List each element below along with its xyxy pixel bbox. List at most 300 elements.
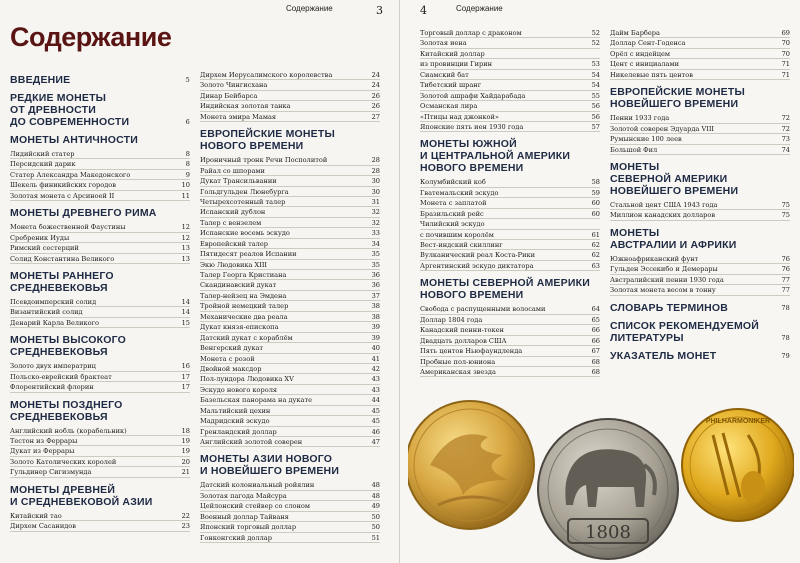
toc-entry[interactable] <box>10 361 190 371</box>
entry-page-number: 71 <box>781 60 790 69</box>
toc-entry[interactable] <box>610 275 790 285</box>
toc-entry[interactable] <box>610 200 790 210</box>
entry-page-number: 58 <box>591 178 600 187</box>
toc-entry[interactable] <box>200 416 380 426</box>
toc-section-heading[interactable] <box>610 302 790 314</box>
entry-title: Солид Константина Великого <box>10 254 115 263</box>
toc-entry[interactable] <box>200 260 380 270</box>
entry-page-number: 72 <box>781 124 790 133</box>
entry-title: Золото Чингисхана <box>200 81 268 90</box>
entry-title: Никелевые пять центов <box>610 70 693 79</box>
toc-section-heading[interactable] <box>10 484 190 508</box>
section-heading-line: ЕВРОПЕЙСКИЕ МОНЕТЫ <box>610 86 745 99</box>
toc-section-heading[interactable] <box>610 86 790 110</box>
toc-entry[interactable] <box>10 254 190 264</box>
entry-title: Дукат князя-епископа <box>200 323 279 332</box>
toc-entry[interactable] <box>200 249 380 259</box>
toc-entry[interactable] <box>200 280 380 290</box>
toc-entry[interactable] <box>200 187 380 197</box>
entry-page-number: 33 <box>371 229 380 238</box>
entry-page-number: 62 <box>591 251 600 260</box>
entry-title: Польско-еврейский брактеат <box>10 372 112 381</box>
page-number-right: 4 <box>420 4 427 17</box>
section-page-number: 79 <box>781 351 790 360</box>
entry-title: Американская звезда <box>420 367 496 376</box>
toc-entry[interactable] <box>610 38 790 48</box>
toc-entry[interactable] <box>610 113 790 123</box>
section-heading-line: ОТ ДРЕВНОСТИ <box>10 104 97 116</box>
toc-entry[interactable] <box>200 291 380 301</box>
entry-title: Двадцать долларов США <box>420 336 507 345</box>
toc-entry[interactable] <box>420 188 600 198</box>
toc-section-heading[interactable] <box>610 227 790 251</box>
toc-section-heading[interactable] <box>610 320 790 344</box>
entry-page-number: 34 <box>371 239 380 248</box>
toc-entry[interactable] <box>420 91 600 101</box>
toc-entry[interactable] <box>200 364 380 374</box>
entry-page-number: 14 <box>181 308 190 317</box>
toc-entry[interactable] <box>10 457 190 467</box>
toc-entry[interactable] <box>420 219 600 229</box>
entry-page-number: 27 <box>371 112 380 121</box>
toc-entry[interactable] <box>200 437 380 447</box>
entry-page-number: 30 <box>371 177 380 186</box>
toc-entry[interactable] <box>420 122 600 132</box>
entry-page-number: 38 <box>371 312 380 321</box>
right-page <box>400 0 800 563</box>
entry-page-number: 8 <box>185 150 190 158</box>
entry-page-number: 16 <box>181 362 190 371</box>
entry-title: Скандинавский дукат <box>200 281 277 290</box>
section-heading-line: ЕВРОПЕЙСКИЕ МОНЕТЫ <box>200 128 335 141</box>
toc-entry[interactable] <box>10 180 190 190</box>
entry-title: Монета с розой <box>200 354 255 363</box>
entry-page-number: 36 <box>371 271 380 279</box>
entry-page-number: 62 <box>591 241 600 249</box>
entry-title: Доллар Сент-Годенса <box>610 39 686 48</box>
page-number-left: 3 <box>376 4 383 17</box>
entry-page-number: 65 <box>591 315 600 324</box>
toc-entry[interactable] <box>200 166 380 176</box>
entry-title: Талер-нейзец на Эмдена <box>200 291 287 300</box>
entry-page-number: 41 <box>371 354 380 363</box>
entry-page-number <box>586 219 600 228</box>
entry-page-number: 46 <box>371 427 380 436</box>
toc-entry[interactable] <box>420 230 600 240</box>
entry-title: Стальной цент США 1943 года <box>610 200 718 209</box>
toc-entry[interactable] <box>420 70 600 80</box>
toc-entry[interactable] <box>420 49 600 59</box>
toc-entry[interactable] <box>200 512 380 522</box>
entry-title: Монета с заплатой <box>420 199 487 208</box>
entry-page-number: 32 <box>371 208 380 217</box>
toc-entry[interactable] <box>610 70 790 80</box>
toc-entry[interactable] <box>420 38 600 48</box>
entry-page-number: 68 <box>591 367 600 376</box>
section-heading-line: МОНЕТЫ <box>610 160 660 173</box>
entry-page-number: 32 <box>371 218 380 227</box>
toc-entry[interactable] <box>10 233 190 243</box>
entry-page-number: 30 <box>371 187 380 196</box>
entry-title: Византийский солид <box>10 308 83 317</box>
toc-entry[interactable] <box>200 70 380 80</box>
entry-title: Золотая иена <box>420 39 467 48</box>
entry-page-number: 75 <box>781 211 790 220</box>
toc-entry[interactable] <box>420 304 600 314</box>
toc-entry[interactable] <box>610 59 790 69</box>
toc-entry[interactable] <box>10 521 190 531</box>
toc-entry[interactable] <box>200 228 380 238</box>
entry-page-number: 48 <box>371 491 380 500</box>
entry-page-number: 28 <box>371 166 380 175</box>
toc-entry[interactable] <box>10 446 190 456</box>
entry-title: Дирхем Иерусалимского королевства <box>200 71 333 79</box>
toc-entry[interactable] <box>610 254 790 264</box>
entry-title: Орёл с индейцем <box>610 49 671 58</box>
toc-entry[interactable] <box>610 49 790 59</box>
section-heading-line: СРЕДНЕВЕКОВЬЯ <box>10 346 108 359</box>
entry-title: Псевдоимперский солид <box>10 297 97 306</box>
entry-page-number: 44 <box>371 396 380 405</box>
toc-entry[interactable] <box>420 261 600 271</box>
entry-title: Пять центов Ньюфаундленда <box>420 347 523 356</box>
toc-entry[interactable] <box>200 91 380 101</box>
toc-entry[interactable] <box>200 101 380 111</box>
toc-section-heading[interactable] <box>200 453 380 477</box>
entry-title: Эскудо нового короля <box>200 385 278 394</box>
entry-page-number: 64 <box>591 305 600 314</box>
toc-entry[interactable] <box>200 207 380 217</box>
section-heading-line: МОНЕТЫ ДРЕВНЕГО РИМА <box>10 207 157 220</box>
toc-entry[interactable] <box>10 426 190 436</box>
entry-title: Мадридский эскудо <box>200 417 270 426</box>
toc-entry[interactable] <box>10 318 190 328</box>
entry-page-number: 77 <box>781 286 790 295</box>
entry-page-number: 66 <box>591 326 600 335</box>
entry-title: Вест-индский скиллинг <box>420 241 503 249</box>
toc-entry[interactable] <box>200 533 380 543</box>
entry-page-number: 43 <box>371 375 380 384</box>
entry-page-number: 73 <box>781 135 790 144</box>
entry-page-number: 68 <box>591 357 600 366</box>
toc-entry[interactable] <box>10 297 190 307</box>
entry-page-number: 26 <box>371 102 380 111</box>
entry-title: Испанский дублон <box>200 208 266 217</box>
section-heading-line: ВВЕДЕНИЕ <box>10 74 71 86</box>
toc-section-heading[interactable] <box>10 74 190 86</box>
entry-title: Талер Георга Кристиана <box>200 271 287 279</box>
entry-page-number: 21 <box>181 468 190 477</box>
toc-entry[interactable] <box>10 222 190 232</box>
entry-page-number: 56 <box>591 112 600 121</box>
toc-entry[interactable] <box>200 322 380 332</box>
section-heading-line: НОВЕЙШЕГО ВРЕМЕНИ <box>610 184 739 197</box>
entry-title: Денарий Карла Великого <box>10 318 100 327</box>
toc-section-heading[interactable] <box>10 334 190 358</box>
toc-entry[interactable] <box>420 325 600 335</box>
entry-title: Тибетский шранг <box>420 81 482 90</box>
section-heading-line: МОНЕТЫ АНТИЧНОСТИ <box>10 134 139 146</box>
section-heading-line: НОВЕЙШЕГО ВРЕМЕНИ <box>610 98 739 111</box>
entry-page-number: 59 <box>591 188 600 197</box>
toc-section-heading[interactable] <box>610 161 790 197</box>
entry-page-number: 42 <box>371 364 380 373</box>
entry-title: Пятидесят реалов Испании <box>200 250 297 259</box>
entry-page-number: 19 <box>181 437 190 445</box>
entry-page-number: 43 <box>371 385 380 394</box>
entry-title: Золото Католических королей <box>10 457 117 466</box>
entry-page-number: 38 <box>371 302 380 311</box>
section-heading-line: ДО СОВРЕМЕННОСТИ <box>10 116 130 128</box>
entry-title: Золотая пагода Майсура <box>200 491 287 500</box>
toc-section-heading[interactable] <box>10 207 190 219</box>
entry-page-number: 54 <box>591 70 600 79</box>
section-heading-line: МОНЕТЫ РАННЕГО <box>10 269 114 282</box>
entry-title: Пол-луидора Людовика XV <box>200 375 294 384</box>
entry-title: Европейский талер <box>200 239 268 248</box>
toc-entry[interactable] <box>610 210 790 220</box>
entry-title: Большой Фил <box>610 145 658 154</box>
entry-page-number: 57 <box>591 122 600 131</box>
section-page-number: 78 <box>781 333 790 342</box>
entry-title: Цейлонский стейвер со слоном <box>200 502 310 511</box>
section-heading-line: АВСТРАЛИИ И АФРИКИ <box>610 238 737 251</box>
entry-title: Гватемальский эскудо <box>420 188 499 197</box>
section-heading-line: И НОВЕЙШЕГО ВРЕМЕНИ <box>200 465 340 478</box>
entry-title: с почившим королём <box>420 230 494 239</box>
entry-page-number: 24 <box>371 81 380 90</box>
toc-entry[interactable] <box>420 101 600 111</box>
entry-page-number: 12 <box>181 223 190 232</box>
toc-section-heading[interactable] <box>420 138 600 174</box>
toc-entry[interactable] <box>200 522 380 532</box>
entry-page-number: 37 <box>371 291 380 300</box>
entry-page-number: 67 <box>591 347 600 356</box>
toc-entry[interactable] <box>10 149 190 159</box>
entry-page-number: 54 <box>591 81 600 90</box>
entry-title: Гульден Эссекибо и Демерары <box>610 265 718 274</box>
toc-section-heading[interactable] <box>10 134 190 146</box>
entry-page-number: 70 <box>781 39 790 48</box>
entry-page-number: 75 <box>781 200 790 209</box>
toc-entry[interactable] <box>10 511 190 521</box>
entry-page-number: 14 <box>181 297 190 306</box>
toc-entry[interactable] <box>420 112 600 122</box>
toc-column-left-1 <box>10 68 190 532</box>
entry-page-number: 18 <box>181 426 190 435</box>
toc-entry[interactable] <box>200 333 380 343</box>
entry-title: Румынские 100 леев <box>610 135 682 144</box>
toc-entry[interactable] <box>610 134 790 144</box>
coin-year-text: 1808 <box>585 522 631 543</box>
toc-entry[interactable] <box>200 218 380 228</box>
toc-entry[interactable] <box>10 436 190 446</box>
section-heading-line: МОНЕТЫ ДРЕВНЕЙ <box>10 483 116 496</box>
toc-entry[interactable] <box>200 491 380 501</box>
entry-title: Шекель финикийских городов <box>10 181 116 190</box>
entry-title: Датский колониальный ройялин <box>200 481 315 490</box>
entry-page-number: 60 <box>591 199 600 208</box>
toc-entry[interactable] <box>420 209 600 219</box>
entry-title: Индийская золотая танка <box>200 102 291 111</box>
entry-title: Лидийский статер <box>10 150 75 158</box>
entry-title: Гонконгский доллар <box>200 533 272 542</box>
entry-title: Канадский пенни-токен <box>420 326 504 335</box>
toc-entry[interactable] <box>610 285 790 295</box>
toc-entry[interactable] <box>200 239 380 249</box>
toc-entry[interactable] <box>200 501 380 511</box>
toc-entry[interactable] <box>420 59 600 69</box>
entry-title: Чилийский эскудо <box>420 220 485 229</box>
toc-section-heading[interactable] <box>10 92 190 128</box>
entry-page-number: 12 <box>181 233 190 242</box>
entry-page-number: 72 <box>781 114 790 123</box>
toc-entry[interactable] <box>10 307 190 317</box>
entry-page-number: 22 <box>181 511 190 520</box>
entry-title: Венгерский дукат <box>200 344 264 353</box>
toc-entry[interactable] <box>420 177 600 187</box>
toc-entry[interactable] <box>200 301 380 311</box>
toc-entry[interactable] <box>420 315 600 325</box>
section-heading-line: СРЕДНЕВЕКОВЬЯ <box>10 281 108 294</box>
section-heading-line: СЕВЕРНОЙ АМЕРИКИ <box>610 172 728 185</box>
toc-entry[interactable] <box>200 343 380 353</box>
toc-entry[interactable] <box>200 427 380 437</box>
entry-title: Персидский дарик <box>10 160 76 169</box>
section-heading-line: ЛИТЕРАТУРЫ <box>610 331 684 344</box>
entry-title: Вулканический реал Коста-Рики <box>420 251 535 260</box>
entry-page-number: 66 <box>591 336 600 345</box>
coin-photos <box>408 395 794 563</box>
toc-entry[interactable] <box>610 264 790 274</box>
section-heading-line: И СРЕДНЕВЕКОВОЙ АЗИИ <box>10 495 153 508</box>
entry-page-number: 71 <box>781 70 790 79</box>
toc-entry[interactable] <box>10 382 190 392</box>
entry-page-number: 28 <box>371 156 380 165</box>
entry-title: Флорентийский флорин <box>10 383 94 392</box>
entry-title: Базельская панорама на дукате <box>200 396 313 405</box>
entry-page-number: 45 <box>371 417 380 426</box>
entry-title: Китайский доллар <box>420 49 485 58</box>
entry-title: Дирхем Сасанидов <box>10 522 76 531</box>
entry-title: Пробные пол-юниона <box>420 357 496 366</box>
toc-entry[interactable] <box>420 240 600 250</box>
toc-entry[interactable] <box>200 112 380 122</box>
coin-elephant <box>538 419 678 559</box>
toc-entry[interactable] <box>420 80 600 90</box>
entry-page-number: 56 <box>591 102 600 111</box>
coin-philharmoniker <box>682 409 794 521</box>
entry-page-number: 51 <box>371 533 380 542</box>
toc-entry[interactable] <box>10 170 190 180</box>
entry-page-number: 48 <box>371 481 380 490</box>
toc-entry[interactable] <box>420 198 600 208</box>
entry-page-number: 13 <box>181 244 190 253</box>
toc-entry[interactable] <box>200 480 380 490</box>
entry-page-number: 17 <box>181 372 190 381</box>
toc-column-right-2 <box>610 28 790 365</box>
section-heading-line: РЕДКИЕ МОНЕТЫ <box>10 92 107 104</box>
entry-page-number: 40 <box>371 344 380 353</box>
entry-title: Английский нобль (корабельник) <box>10 426 127 435</box>
entry-page-number: 24 <box>371 71 380 79</box>
toc-entry[interactable] <box>420 28 600 38</box>
section-heading-line: СПИСОК РЕКОМЕНДУЕМОЙ <box>610 319 760 332</box>
toc-entry[interactable] <box>10 159 190 169</box>
toc-section-heading[interactable] <box>10 399 190 423</box>
toc-entry[interactable] <box>10 191 190 201</box>
section-heading-line: МОНЕТЫ <box>610 226 660 239</box>
entry-page-number: 23 <box>181 522 190 531</box>
section-heading-line: И ЦЕНТРАЛЬНОЙ АМЕРИКИ <box>420 150 571 163</box>
toc-entry[interactable] <box>610 145 790 155</box>
entry-title: Статер Александра Македонского <box>10 170 131 179</box>
entry-title: Датский дукат с кораблём <box>200 333 293 342</box>
toc-entry[interactable] <box>200 80 380 90</box>
entry-page-number: 39 <box>371 333 380 342</box>
entry-page-number: 50 <box>371 523 380 532</box>
entry-page-number: 55 <box>591 91 600 100</box>
toc-entry[interactable] <box>420 346 600 356</box>
toc-entry[interactable] <box>420 357 600 367</box>
toc-entry[interactable] <box>420 250 600 260</box>
entry-page-number: 10 <box>181 181 190 190</box>
toc-entry[interactable] <box>200 176 380 186</box>
toc-entry[interactable] <box>10 372 190 382</box>
toc-entry[interactable] <box>200 406 380 416</box>
toc-section-heading[interactable] <box>10 270 190 294</box>
toc-entry[interactable] <box>200 312 380 322</box>
toc-section-heading[interactable] <box>200 128 380 152</box>
toc-entry[interactable] <box>200 374 380 384</box>
entry-page-number: 15 <box>181 318 190 327</box>
toc-entry[interactable] <box>420 336 600 346</box>
running-head-left: Содержание <box>286 4 333 13</box>
toc-entry[interactable] <box>420 367 600 377</box>
entry-page-number: 47 <box>371 438 380 446</box>
coin-legend-text: PHILHARMONIKER <box>705 418 771 425</box>
entry-title: Австралийский пенни 1930 года <box>610 275 724 284</box>
entry-title: Южноафриканский фунт <box>610 254 699 263</box>
toc-entry[interactable] <box>200 155 380 165</box>
entry-title: Мальтийский цехин <box>200 406 271 415</box>
entry-page-number: 60 <box>591 209 600 218</box>
toc-section-heading[interactable] <box>610 350 790 362</box>
toc-entry[interactable] <box>10 243 190 253</box>
section-heading-line: СЛОВАРЬ ТЕРМИНОВ <box>610 301 729 314</box>
section-page-number: 6 <box>185 118 190 126</box>
toc-entry[interactable] <box>200 270 380 280</box>
entry-page-number: 45 <box>371 406 380 415</box>
entry-title: Экю Людовика XIII <box>200 260 268 269</box>
toc-entry[interactable] <box>200 197 380 207</box>
toc-section-heading[interactable] <box>420 277 600 301</box>
toc-entry[interactable] <box>610 124 790 134</box>
entry-page-number: 77 <box>781 275 790 284</box>
entry-title: Японский торговый доллар <box>200 523 297 532</box>
toc-entry[interactable] <box>610 28 790 38</box>
running-head-right: Содержание <box>456 4 503 13</box>
entry-page-number: 52 <box>591 39 600 48</box>
entry-title: Талер с вензелем <box>200 218 262 227</box>
entry-title: Сиамский бат <box>420 70 469 79</box>
toc-entry[interactable] <box>200 385 380 395</box>
entry-title: Османская лира <box>420 102 478 111</box>
toc-entry[interactable] <box>10 467 190 477</box>
entry-title: Золотой ашрафи Хайдарабада <box>420 91 526 100</box>
toc-entry[interactable] <box>200 395 380 405</box>
toc-entry[interactable] <box>200 354 380 364</box>
